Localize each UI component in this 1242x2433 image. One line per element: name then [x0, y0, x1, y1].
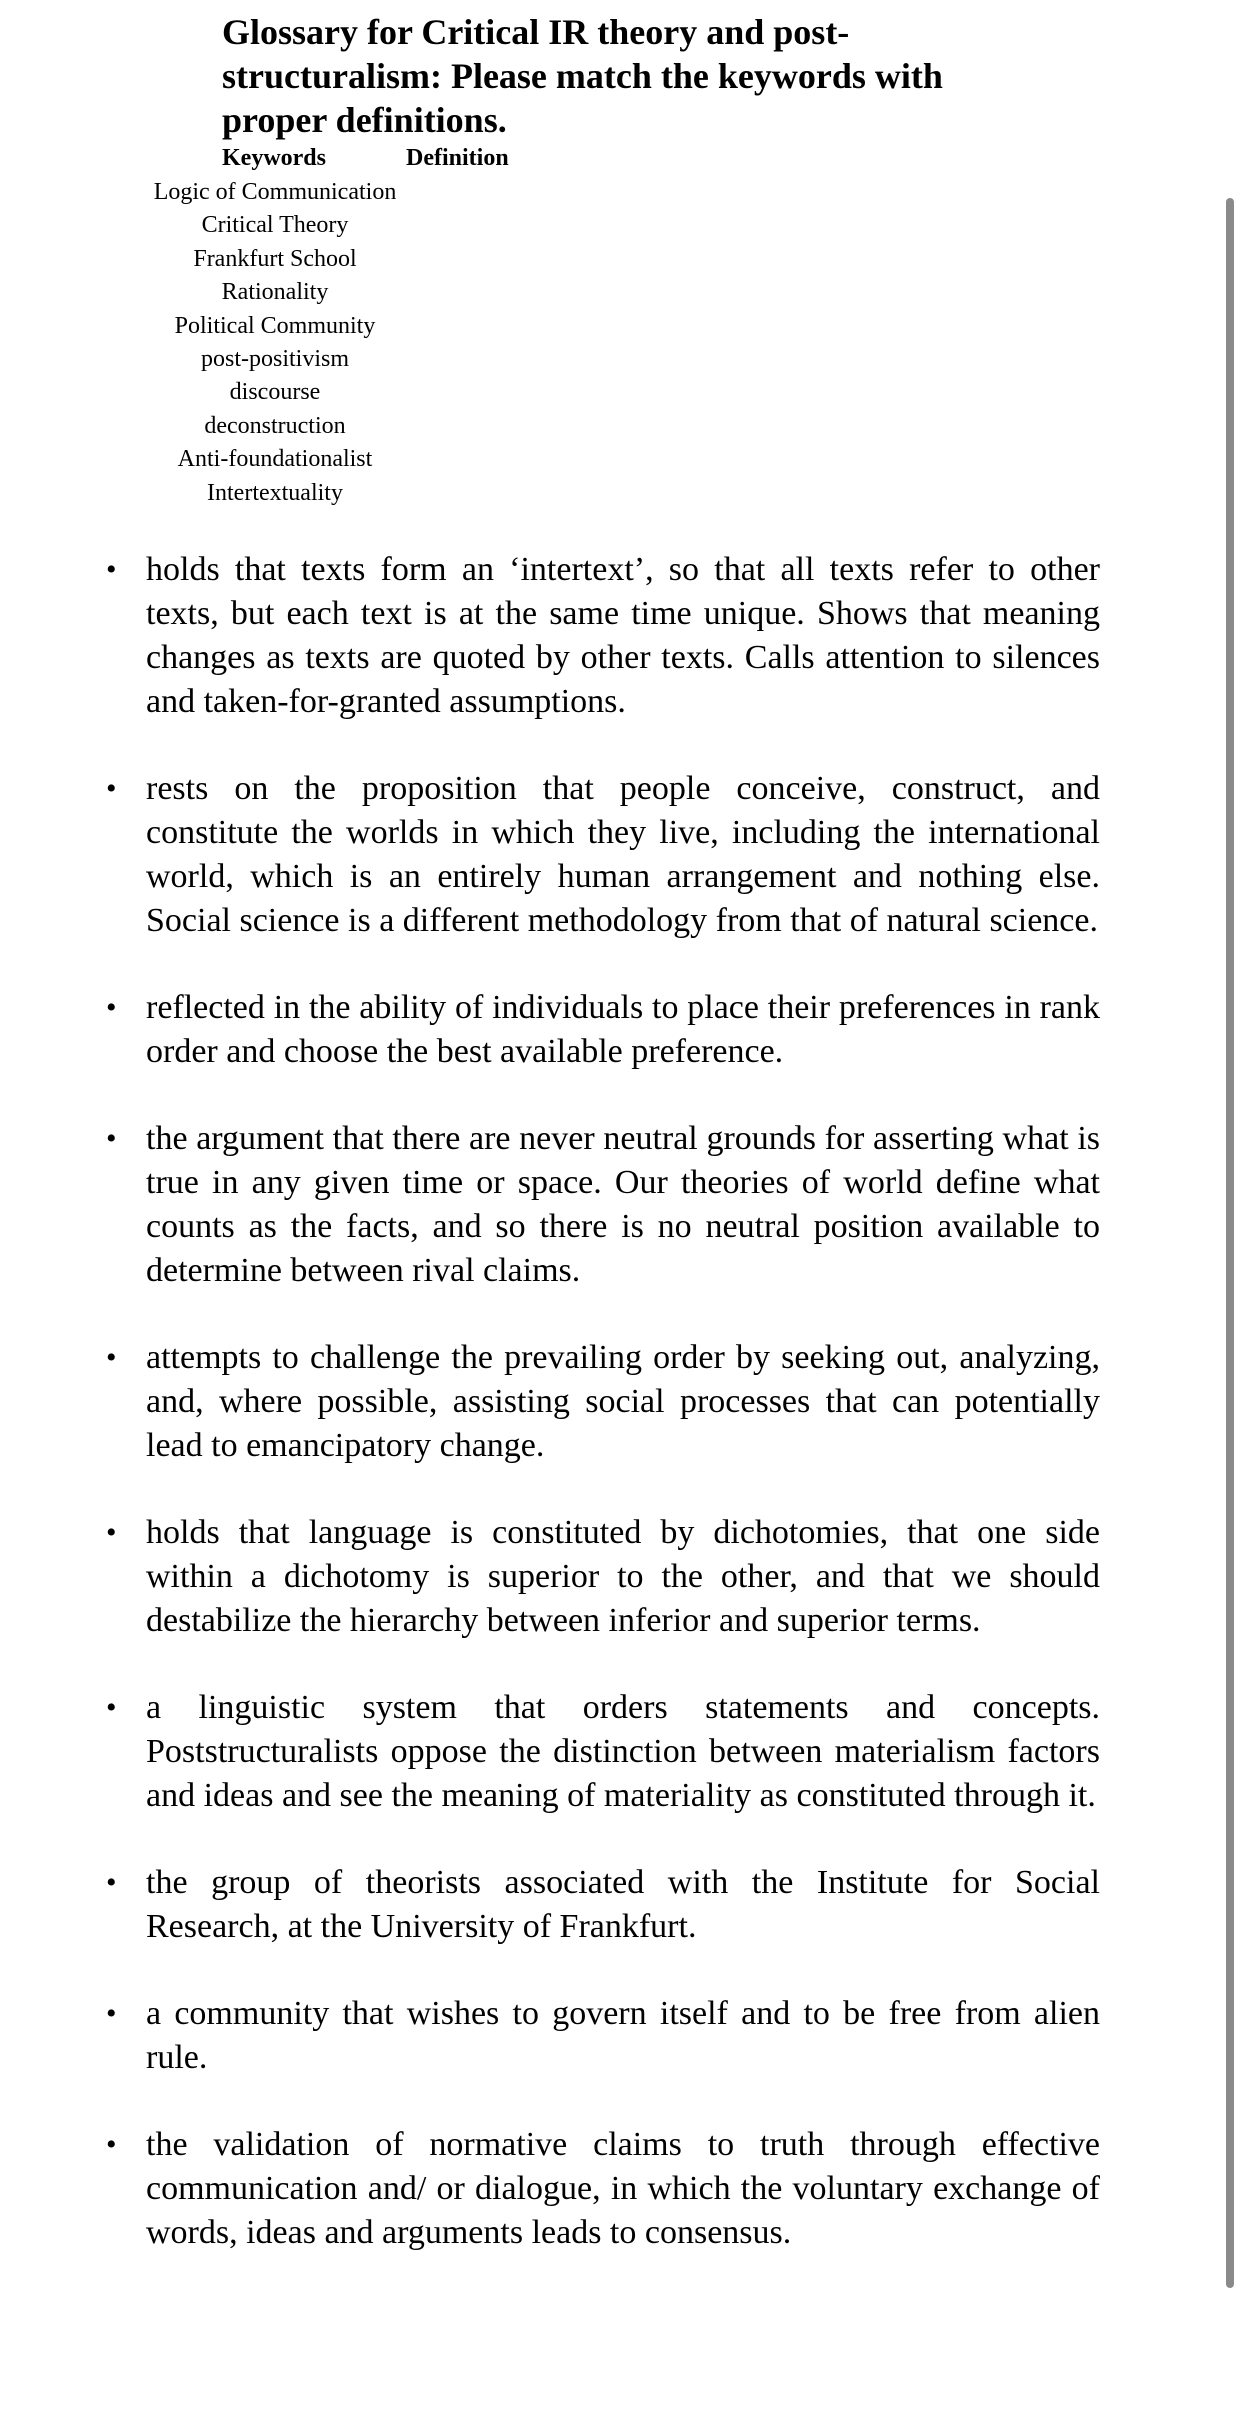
definition-text: reflected in the ability of individuals to place their preferences in rank order and choose the best available preference. [146, 989, 1100, 1070]
definition-item [100, 1861, 1100, 1949]
keyword-item: Intertextuality [207, 479, 343, 506]
definition-text: the validation of normative claims to truth through effective communication and/ or dialogue, in which the voluntary exchange of words, ideas and arguments leads to consensus. [146, 2126, 1100, 2251]
page-title: Glossary for Critical IR theory and post-structuralism: Please match the keywords with proper definitions. [222, 12, 943, 140]
keyword-item: Critical Theory [201, 212, 349, 239]
definition-text: the group of theorists associated with the Institute for Social Research, at the University of Frankfurt. [146, 1864, 1100, 1945]
bullet-icon: • [106, 1997, 117, 2030]
definition-item [100, 1686, 1100, 1818]
bullet-icon: • [106, 991, 117, 1024]
definition-text: the argument that there are never neutral grounds for asserting what is true in any given time or space. Our theories of world define what counts as the facts, and so there is no neutral position available to determine between rival claims. [146, 1120, 1100, 1289]
bullet-icon: • [106, 553, 117, 586]
keyword-item: deconstruction [204, 412, 346, 439]
definition-column-header: Definition [406, 145, 509, 171]
definition-item [100, 986, 1100, 1074]
keyword-item: discourse [229, 379, 321, 406]
bullet-icon: • [106, 1866, 117, 1899]
keyword-item: Anti-foundationalist [177, 446, 373, 473]
definition-text: attempts to challenge the prevailing order by seeking out, analyzing, and, where possible, assisting social processes that can potentially lead to emancipatory change. [146, 1339, 1100, 1464]
keyword-item: Rationality [221, 279, 329, 306]
bullet-icon: • [106, 2128, 117, 2161]
keyword-item: Political Community [174, 312, 376, 339]
bullet-icon: • [106, 1122, 117, 1155]
keyword-item: post-positivism [200, 345, 350, 372]
keywords-column-header: Keywords [222, 145, 326, 171]
bullet-icon: • [106, 1691, 117, 1724]
definitions-list [100, 548, 1100, 2298]
definition-item [100, 1336, 1100, 1468]
keyword-item: Logic of Communication [153, 179, 397, 205]
definition-item [100, 1511, 1100, 1643]
definition-text: holds that language is constituted by dichotomies, that one side within a dichotomy is superior to the other, and that we should destabilize the hierarchy between inferior and superior terms. [146, 1514, 1100, 1639]
bullet-icon: • [106, 772, 117, 805]
definition-text: a linguistic system that orders statements and concepts. Poststructuralists oppose the distinction between materialism factors and ideas and see the meaning of materiality as constituted through it. [146, 1689, 1100, 1814]
definition-item [100, 1117, 1100, 1293]
definition-item [100, 767, 1100, 943]
definition-item [100, 2123, 1100, 2255]
definition-item [100, 548, 1100, 724]
bullet-icon: • [106, 1341, 117, 1374]
bullet-icon: • [106, 1516, 117, 1549]
definition-item [100, 1992, 1100, 2080]
definition-text: holds that texts form an ‘intertext’, so that all texts refer to other texts, but each text is at the same time unique. Shows that meaning changes as texts are quoted by other texts. Calls attention to silences and taken-for-granted assumptions. [146, 551, 1100, 720]
definition-text: rests on the proposition that people conceive, construct, and constitute the worlds in which they live, including the international world, which is an entirely human arrangement and nothing else. Social science is a different methodology from that of natural science. [146, 770, 1100, 939]
definition-text: a community that wishes to govern itself and to be free from alien rule. [146, 1995, 1100, 2076]
keywords-list [130, 176, 420, 510]
vertical-scrollbar[interactable] [1226, 198, 1234, 2288]
keyword-item: Frankfurt School [193, 245, 357, 272]
